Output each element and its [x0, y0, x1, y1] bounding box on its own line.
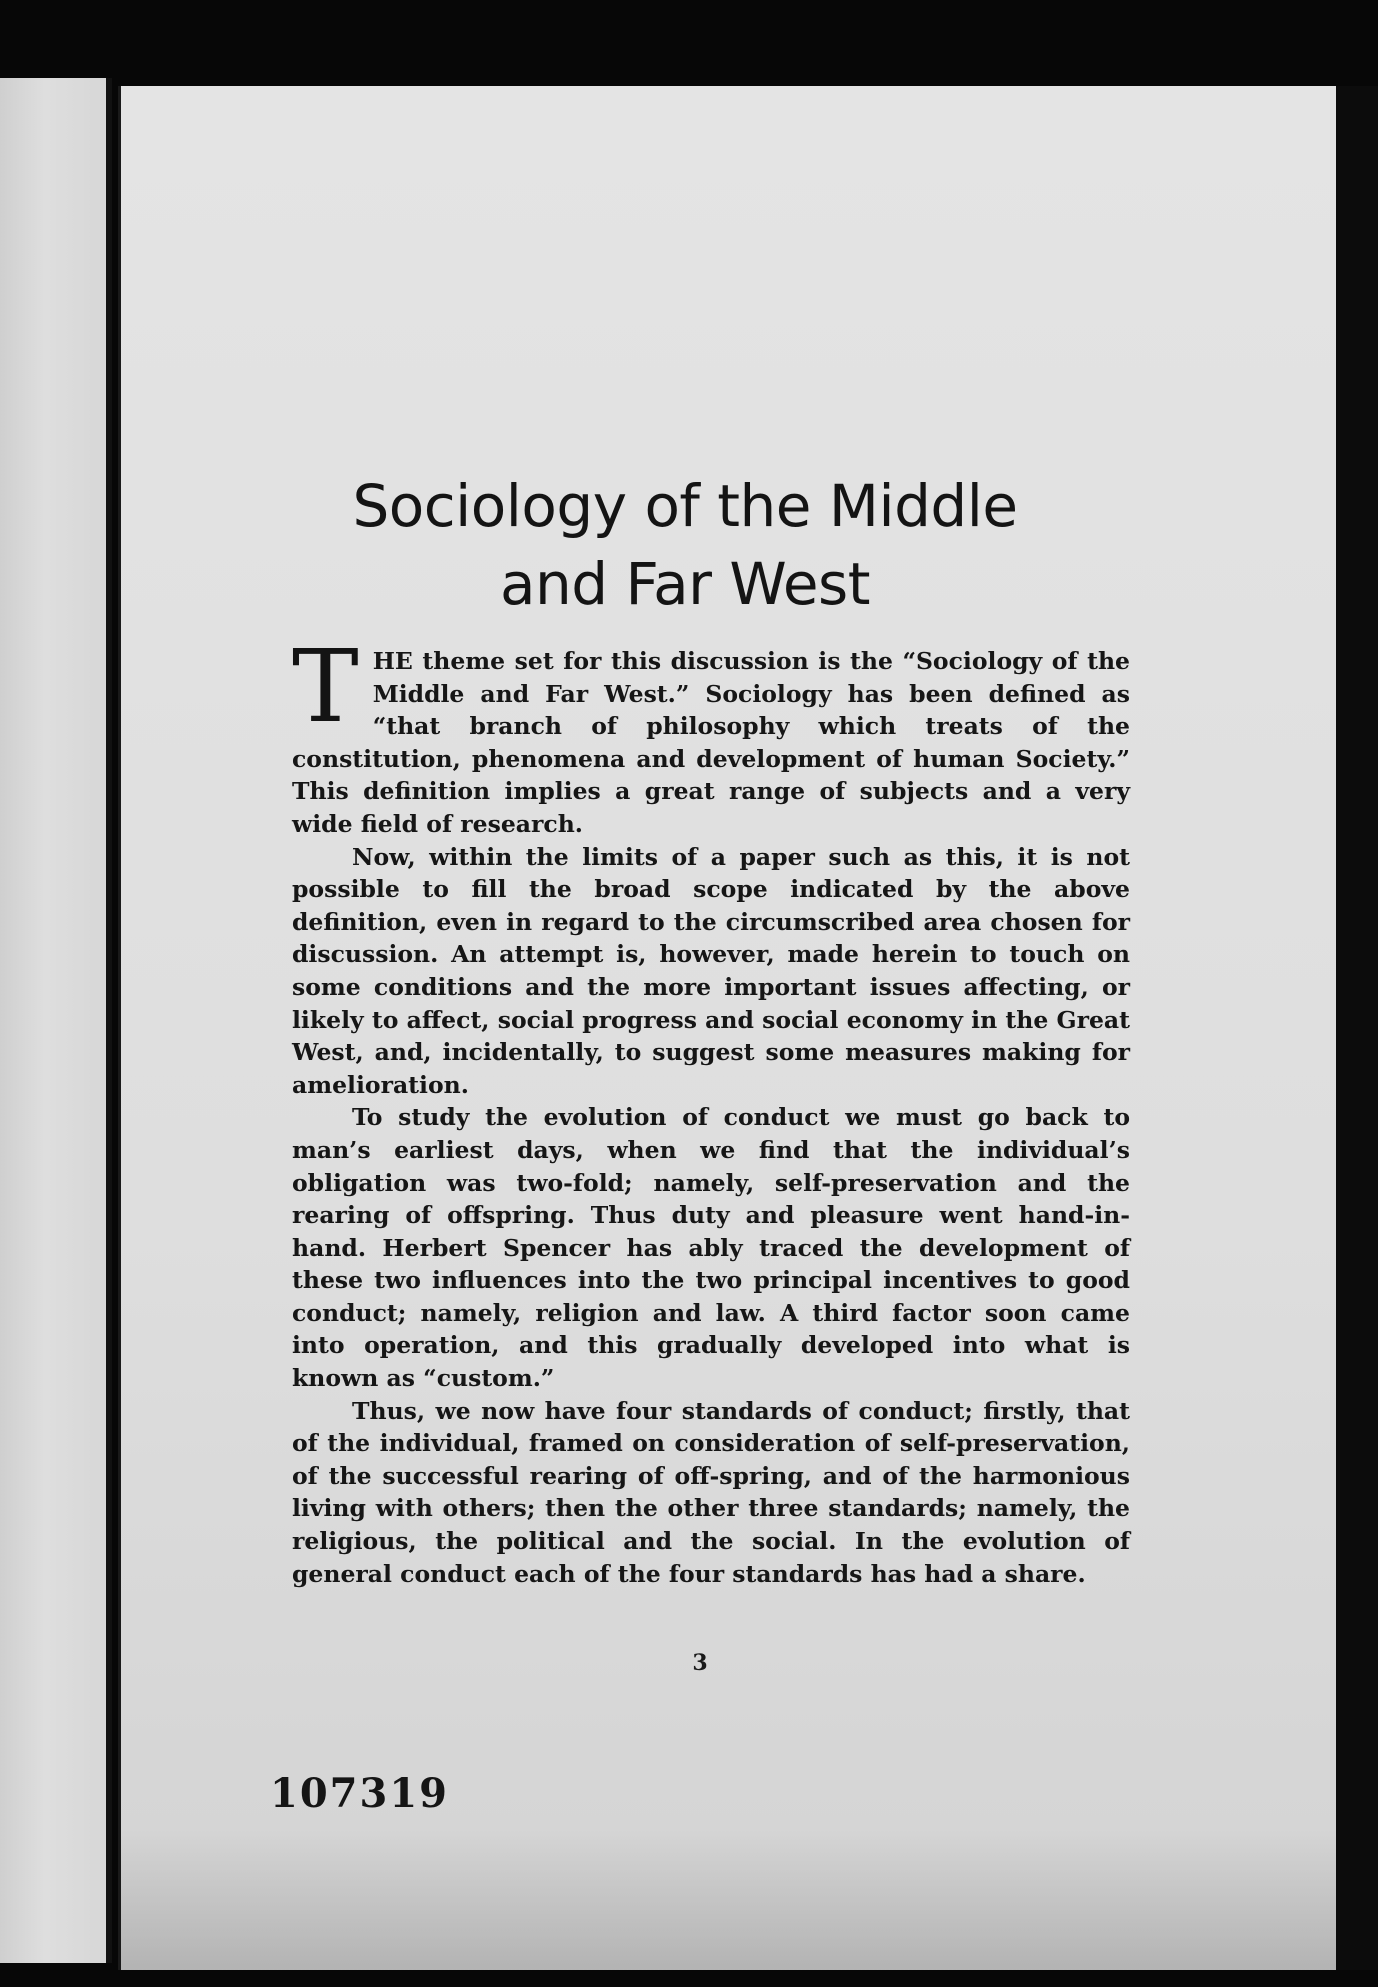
- page-number: 3: [692, 1650, 708, 1676]
- paragraph-4: Thus, we now have four standards of conduct; firstly, that of the individual, framed on consideration of self-preservation, of the successful rearing of off-spring, and of the harmonious living with others; then the other three standards; namely, the religious, the political and the social. In the evolution of general conduct each of the four standards has had a share.: [292, 1396, 1130, 1588]
- page-title: [300, 467, 1070, 623]
- paragraph-3: To study the evolution of conduct we must go back to man’s earliest days, when we find that the individual’s obligation was two-fold; namely, self-preservation and the rearing of offspring. Thus duty and pleasure went hand-in-hand. Herbert Spencer has ably traced the development of these two influences into the two principal incentives to good conduct; namely, religion and law. A third factor soon came into operation, and this gradually developed into what is known as “custom.”: [292, 1103, 1130, 1393]
- drop-cap: T: [292, 628, 359, 745]
- scan-border: [1336, 86, 1378, 1970]
- title-line-1: Sociology of the Middle: [352, 471, 1018, 540]
- facing-page-edge: [0, 78, 112, 1963]
- paragraph-1: [292, 628, 1130, 841]
- paragraph-1-text: HE theme set for this discussion is the “Sociology of the Middle and Far West.” Sociology has been defined as “that branch of philosophy which treats of the constitution, phenomena and development of human Society.” This definition implies a great range of subjects and a very wide field of research.: [292, 647, 1130, 838]
- paragraph-2: Now, within the limits of a paper such as this, it is not possible to fill the broad scope indicated by the above definition, even in regard to the circumscribed area chosen for discussion. An attempt is, however, made herein to touch on some conditions and the more important issues affecting, or likely to affect, social progress and social economy in the Great West, and, incidentally, to suggest some measures making for amelioration.: [292, 842, 1130, 1099]
- title-line-2: and Far West: [499, 549, 870, 618]
- accession-number: 107319: [270, 1770, 449, 1817]
- body-text: [292, 628, 1130, 1590]
- page-gutter: [106, 78, 112, 1963]
